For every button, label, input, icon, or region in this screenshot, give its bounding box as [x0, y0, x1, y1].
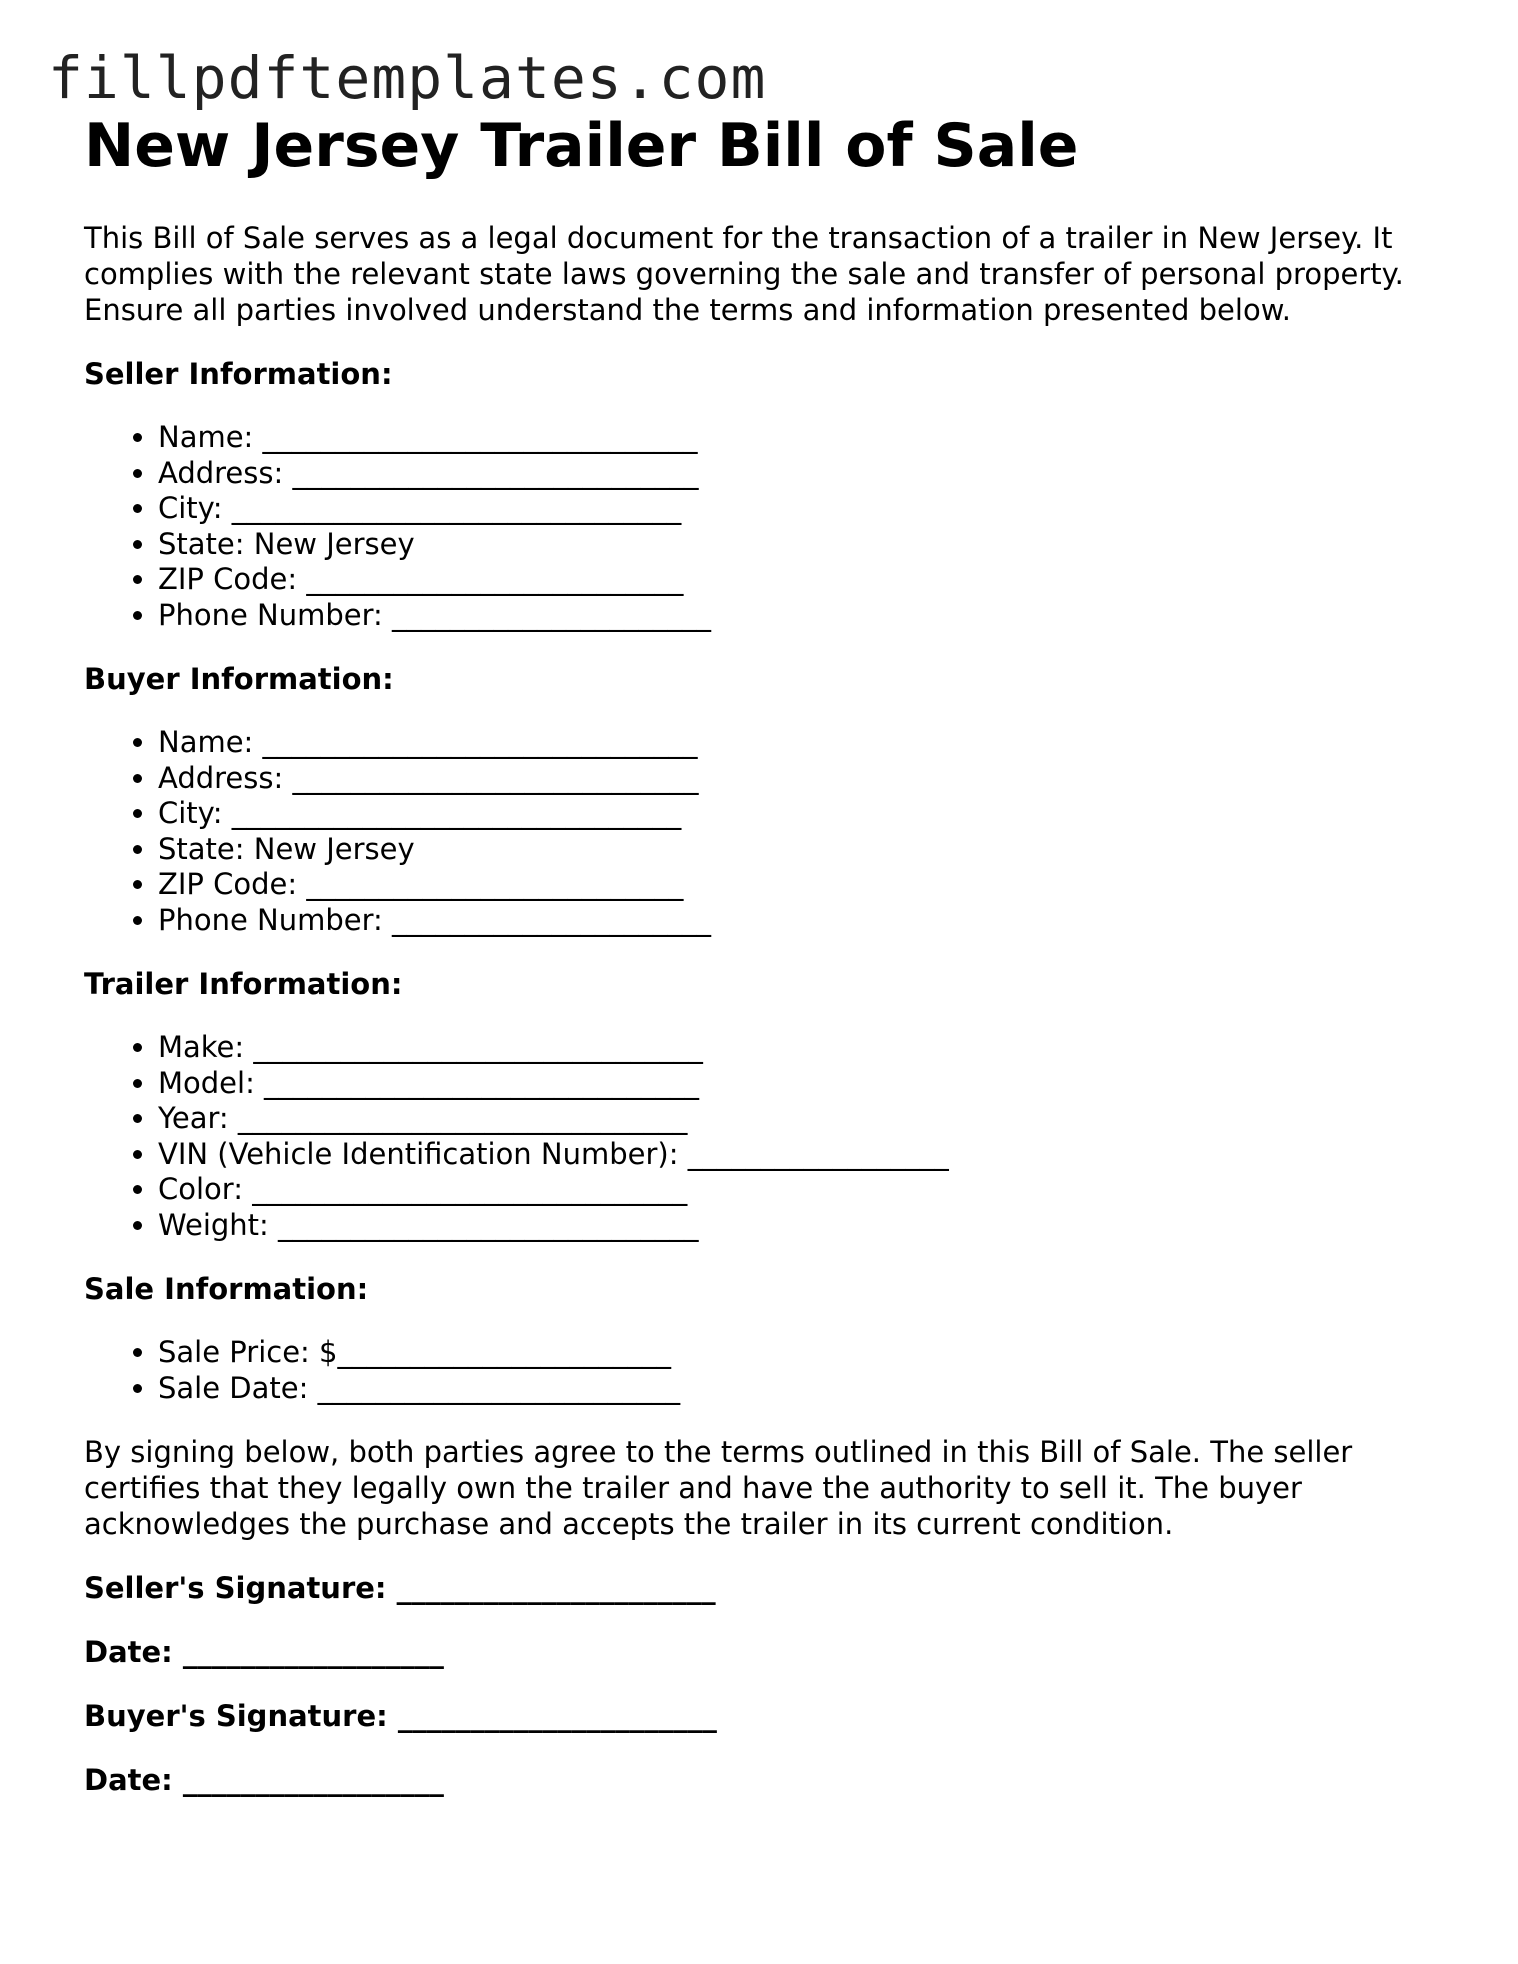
closing-paragraph: By signing below, both parties agree to the terms outlined in this Bill of Sale. The seller certifies that they legally own the trailer and have the authority to sell it. The buyer acknowledges the purchase and accepts the trailer in its current condition.: [84, 1435, 1353, 1541]
seller-zip-field: • ZIP Code: __________________________: [158, 562, 1464, 598]
buyer-phone-field: • Phone Number: ______________________: [158, 903, 1464, 939]
trailer-fields-list: [84, 1030, 1464, 1243]
seller-name-field: • Name: ______________________________: [158, 420, 1464, 456]
seller-fields-list: [84, 420, 1464, 633]
seller-signature-line: Seller's Signature: ______________________: [84, 1571, 716, 1605]
seller-address-field: • Address: ____________________________: [158, 456, 1464, 492]
trailer-vin-field: • VIN (Vehicle Identification Number): __________________: [158, 1137, 1464, 1173]
buyer-signature-line: Buyer's Signature: ______________________: [84, 1699, 717, 1733]
seller-date-line: Date: __________________: [84, 1635, 444, 1669]
sale-date-field: • Sale Date: _________________________: [158, 1371, 1464, 1407]
intro-paragraph: This Bill of Sale serves as a legal document for the transaction of a trailer in New Jersey. It complies with the relevant state laws governing the sale and transfer of personal property. Ensure all parties involved understand the terms and information presented below.: [84, 221, 1404, 327]
sale-fields-list: [84, 1335, 1464, 1406]
seller-section-heading: Seller Information:: [84, 357, 393, 391]
document-title: New Jersey Trailer Bill of Sale: [84, 111, 1079, 181]
buyer-section-heading: Buyer Information:: [84, 662, 394, 696]
trailer-section-heading: Trailer Information:: [84, 967, 403, 1001]
watermark-text: fillpdftemplates.com: [48, 44, 767, 112]
trailer-weight-field: • Weight: _____________________________: [158, 1208, 1464, 1244]
trailer-color-field: • Color: ______________________________: [158, 1172, 1464, 1208]
seller-phone-field: • Phone Number: ______________________: [158, 598, 1464, 634]
sale-section-heading: Sale Information:: [84, 1272, 369, 1306]
trailer-model-field: • Model: ______________________________: [158, 1066, 1464, 1102]
sale-price-field: • Sale Price: $_______________________: [158, 1335, 1464, 1371]
buyer-fields-list: [84, 725, 1464, 938]
trailer-year-field: • Year: _______________________________: [158, 1101, 1464, 1137]
buyer-city-field: • City: _______________________________: [158, 796, 1464, 832]
buyer-date-line: Date: __________________: [84, 1763, 444, 1797]
buyer-address-field: • Address: ____________________________: [158, 761, 1464, 797]
buyer-name-field: • Name: ______________________________: [158, 725, 1464, 761]
trailer-make-field: • Make: _______________________________: [158, 1030, 1464, 1066]
buyer-zip-field: • ZIP Code: __________________________: [158, 867, 1464, 903]
document-body: [84, 104, 1464, 1798]
seller-city-field: • City: _______________________________: [158, 491, 1464, 527]
seller-state-field: • State: New Jersey: [158, 527, 1464, 563]
buyer-state-field: • State: New Jersey: [158, 832, 1464, 868]
